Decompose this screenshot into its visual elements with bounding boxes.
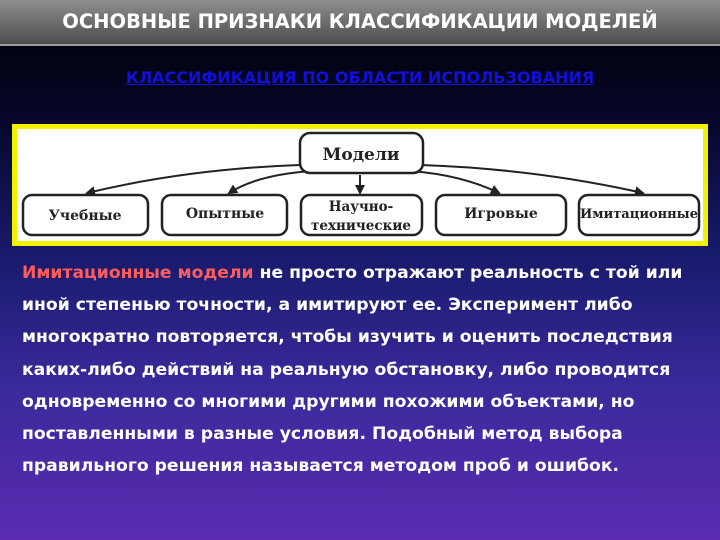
description-text: не просто отражают реальность с той или иной степенью точности, а имитируют ее. Эксперимент либо многократно повторяется, чтобы изучить и оценить последствия каких-либо действий на реальную обстановку, либо проводится одновременно со многими другими похожими объектами, но поставленными в разные условия. Подобный метод выбора правильного решения называется методом проб и ошибок.: [22, 263, 683, 477]
arrow-to-uchebnye: [87, 165, 300, 193]
node-uchebnye: [23, 195, 148, 235]
highlight-term: Имитационные модели: [22, 263, 254, 283]
arrow-to-opytnye: [229, 171, 311, 193]
node-igrovye: [436, 195, 566, 235]
node-nauchno-label-line1: Научно-: [328, 199, 394, 215]
node-root-label: Модели: [322, 145, 400, 165]
node-nauchno-tehnicheskie: [301, 195, 422, 235]
node-nauchno-label-line2: технические: [311, 218, 411, 234]
diagram-frame: [12, 124, 708, 246]
arrow-to-igrovye: [411, 171, 499, 193]
node-opytnye-label: Опытные: [185, 206, 265, 222]
node-opytnye: [162, 195, 287, 235]
node-root: [300, 133, 423, 173]
classification-diagram: [17, 129, 703, 241]
description-paragraph: [22, 257, 706, 482]
node-igrovye-label: Игровые: [464, 206, 538, 222]
node-uchebnye-label: Учебные: [48, 208, 122, 224]
node-imitacionnye: [579, 195, 699, 235]
section-subtitle: КЛАССИФИКАЦИЯ ПО ОБЛАСТИ ИСПОЛЬЗОВАНИЯ: [125, 68, 595, 87]
page-title: ОСНОВНЫЕ ПРИЗНАКИ КЛАССИФИКАЦИИ МОДЕЛЕЙ: [62, 10, 658, 33]
node-imitacionnye-label: Имитационные: [580, 207, 698, 222]
arrow-to-imitacionnye: [421, 165, 643, 193]
